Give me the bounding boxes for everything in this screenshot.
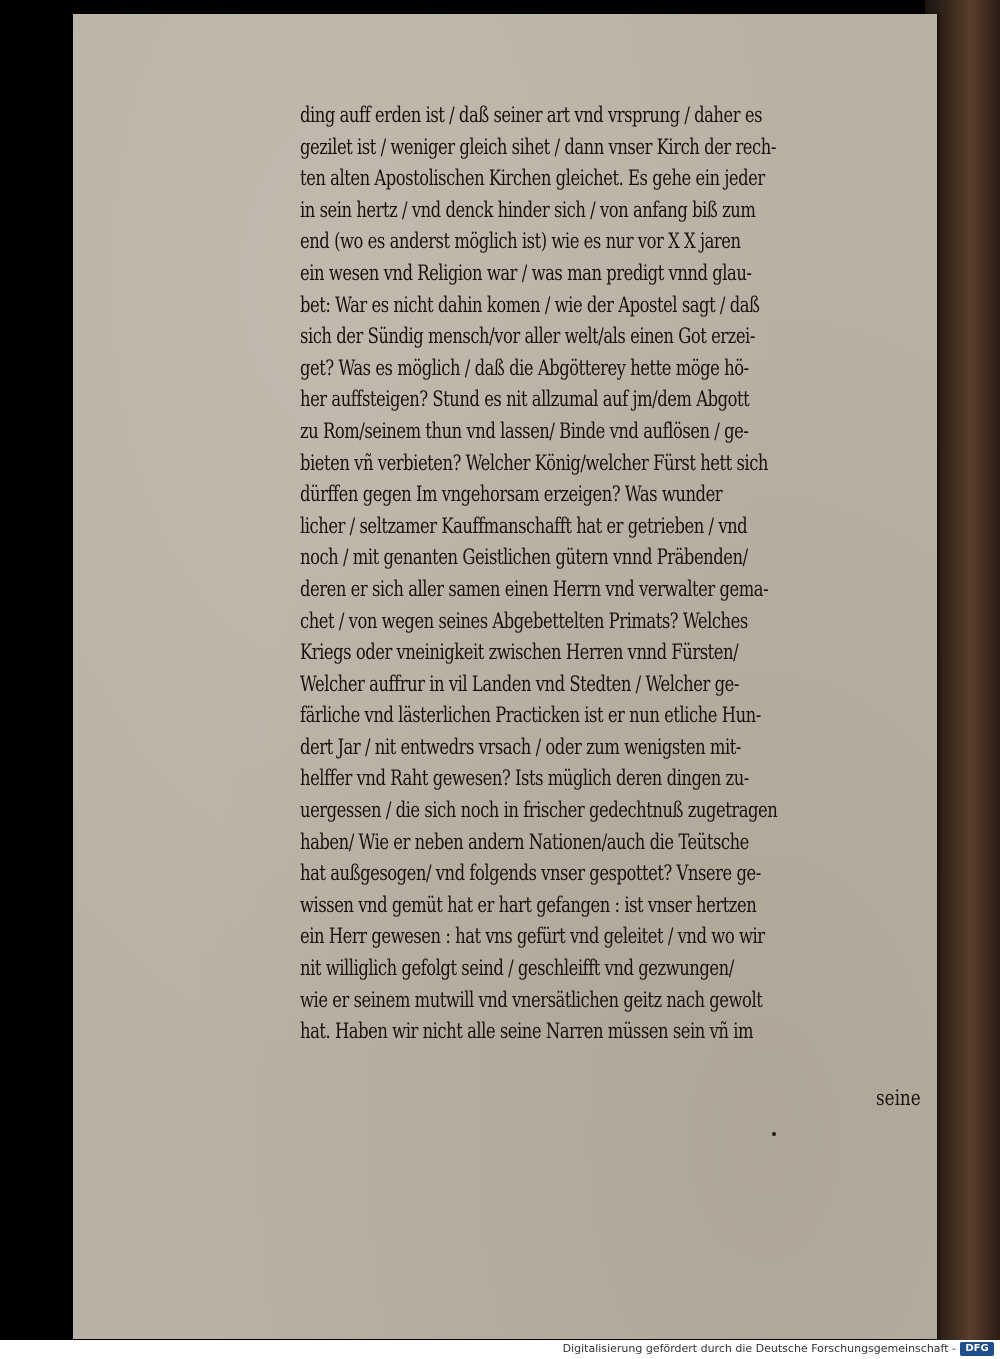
text-line: bieten vñ verbieten? Welcher König/welcher Fürst hett sich [300, 450, 768, 475]
ink-speck [772, 1132, 776, 1136]
text-line: get? Was es möglich / daß die Abgötterey hette möge hö- [300, 355, 749, 380]
catchword: seine [876, 1086, 921, 1110]
text-line: hat. Haben wir nicht alle seine Narren müssen sein vñ im [300, 1019, 754, 1044]
text-line: ein Herr gewesen : hat vns gefürt vnd geleitet / vnd wo wir [300, 924, 765, 949]
text-line: licher / seltzamer Kauffmanschafft hat er getrieben / vnd [300, 513, 748, 538]
text-line: ten alten Apostolischen Kirchen gleichet. Es gehe ein jeder [300, 166, 765, 191]
text-line: helffer vnd Raht gewesen? Ists müglich deren dingen zu- [300, 766, 749, 791]
text-line: in sein hertz / vnd denck hinder sich / von anfang biß zum [300, 197, 756, 222]
text-line: wissen vnd gemüt hat er hart gefangen : ist vnser hertzen [300, 892, 757, 917]
page-text [300, 100, 1000, 1048]
text-line: chet / von wegen seines Abgebettelten Primats? Welches [300, 608, 748, 633]
digitization-footer [0, 1340, 1000, 1359]
text-line: sich der Sündig mensch/vor aller welt/als einen Got erzei- [300, 324, 755, 349]
text-line: nit williglich gefolgt seind / geschleifft vnd gezwungen/ [300, 956, 734, 981]
text-line: dürffen gegen Im vngehorsam erzeigen? Was wunder [300, 482, 723, 507]
funding-credit: Digitalisierung gefördert durch die Deutsche Forschungsgemeinschaft - [562, 1342, 956, 1355]
text-line: bet: War es nicht dahin komen / wie der Apostel sagt / daß [300, 292, 760, 317]
text-line: dert Jar / nit entwedrs vrsach / oder zum wenigsten mit- [300, 734, 741, 759]
text-line: haben/ Wie er neben andern Nationen/auch die Teütsche [300, 829, 749, 854]
text-line: uergessen / die sich noch in frischer gedechtnuß zugetragen [300, 798, 778, 823]
text-line: Welcher auffrur in vil Landen vnd Stedten / Welcher ge- [300, 671, 739, 696]
text-line: end (wo es anderst möglich ist) wie es nur vor X X jaren [300, 229, 741, 254]
text-line: her auffsteigen? Stund es nit allzumal auf jm/dem Abgott [300, 387, 750, 412]
text-line: ein wesen vnd Religion war / was man predigt vnnd glau- [300, 260, 752, 285]
text-line: hat außgesogen/ vnd folgends vnser gespottet? Vnsere ge- [300, 861, 761, 886]
text-line: noch / mit genanten Geistlichen gütern vnnd Präbenden/ [300, 545, 748, 570]
text-line: ding auff erden ist / daß seiner art vnd vrsprung / daher es [300, 103, 763, 127]
text-line: wie er seinem mutwill vnd vnersätlichen geitz nach gewolt [300, 987, 763, 1012]
text-line: deren er sich aller samen einen Herrn vnd verwalter gema- [300, 576, 769, 601]
dfg-logo-icon: DFG [960, 1342, 994, 1356]
text-line: Kriegs oder vneinigkeit zwischen Herren vnnd Fürsten/ [300, 640, 739, 665]
text-line: färliche vnd lästerlichen Practicken ist er nun etliche Hun- [300, 703, 761, 728]
text-line: zu Rom/seinem thun vnd lassen/ Binde vnd auflösen / ge- [300, 418, 749, 443]
text-line: gezilet ist / weniger gleich sihet / dann vnser Kirch der rech- [300, 134, 776, 159]
